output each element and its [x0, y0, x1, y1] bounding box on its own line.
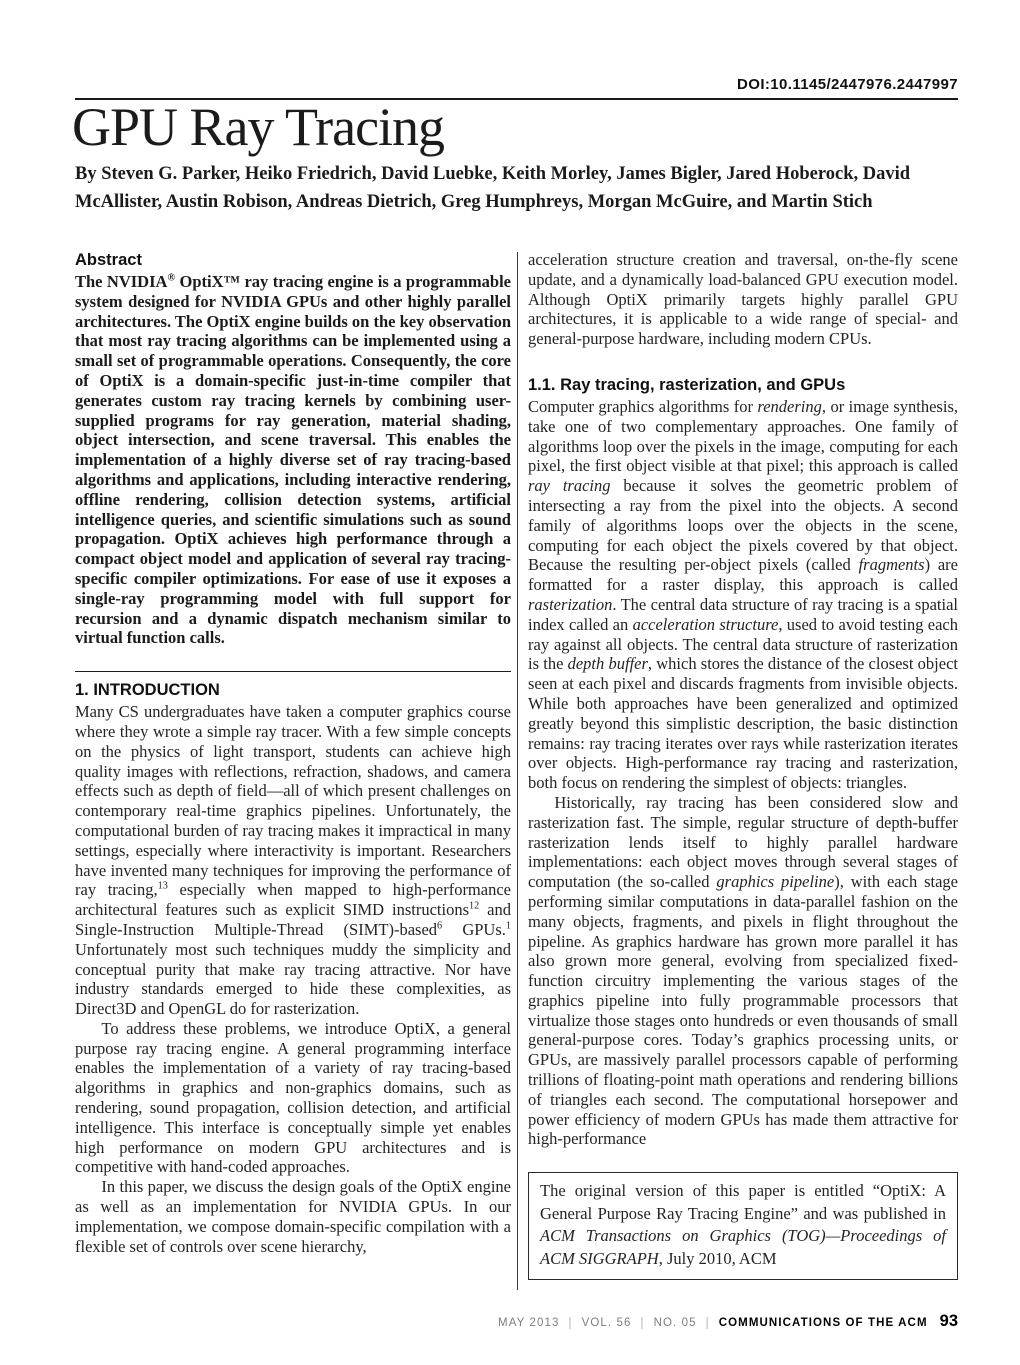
- section-1-1-heading: 1.1. Ray tracing, rasterization, and GPUs: [528, 375, 846, 394]
- column-divider: [517, 252, 518, 1290]
- footer-publication: COMMUNICATIONS OF THE ACM: [718, 1317, 928, 1329]
- intro-paragraph-1: Many CS undergraduates have taken a computer graphics course where they wrote a simple ray tracer. With a few simple concepts on the physics of light transport, students can achieve high quality images with reflections, refraction, shadows, and camera effects such as depth of field—all of which present challenges on contemporary real-time graphics pipelines. Unfortunately, the computational burden of ray tracing makes it impractical in many settings, especially where interactivity is important. Researchers have invented many techniques for improving the performance of ray tracing,$^{13}$ especially when mapped to high-performance architectural features such as explicit SIMD instructions$^{12}$ and Single-Instruction Multiple-Thread (SIMT)-based$^6$ GPUs.$^1$ Unfortunately most such techniques muddy the simplicity and conceptual purity that make ray tracing attractive. Nor have industry standards emerged to hide these complexities, as Direct3D and OpenGL do for rasterization.: [75, 702, 512, 1019]
- footer-separator: |: [568, 1316, 573, 1330]
- abstract-body: The NVIDIA® OptiX™ ray tracing engine is a programmable system designed for NVIDIA GPUs and other highly parallel architectures. The OptiX engine builds on the key observation that most ray tracing algorithms can be implemented using a small set of programmable operations. Consequently, the core of OptiX is a domain-specific just-in-time compiler that generates custom ray tracing kernels by combining user-supplied programs for ray generation, material shading, object intersection, and scene traversal. This enables the implementation of a highly diverse set of ray tracing-based algorithms and applications, including interactive rendering, offline rendering, collision detection systems, artificial intelligence queries, and scientific simulations such as sound propagation. OptiX achieves high performance through a compact object model and application of several ray tracing-specific compiler optimizations. For ease of use it exposes a single-ray programming model with full support for recursion and a dynamic dispatch mechanism similar to virtual function calls.: [75, 272, 512, 648]
- footer-volume: VOL. 56: [581, 1317, 632, 1329]
- footer-number: NO. 05: [653, 1317, 697, 1329]
- original-version-note-text: The original version of this paper is entitled “OptiX: A General Purpose Ray Tracing Engine” and was published in ACM Transactions on Graphics (TOG)—Proceedings of ACM SIGGRAPH, July 2010, ACM: [540, 1181, 946, 1268]
- right-column: [528, 250, 958, 1280]
- intro-paragraph-3: In this paper, we discuss the design goals of the OptiX engine as well as an implementation for NVIDIA GPUs. In our implementation, we compose domain-specific compilation with a flexible set of controls over scene hierarchy,: [75, 1177, 511, 1256]
- footer-separator: |: [640, 1316, 645, 1330]
- abstract-heading: Abstract: [75, 251, 142, 269]
- continuation-paragraph: acceleration structure creation and traversal, on-the-fly scene update, and a dynamically load-balanced GPU execution model. Although OptiX primarily targets highly parallel GPU architectures, it is applicable to a wide range of special- and general-purpose hardware, including modern CPUs.: [528, 250, 958, 349]
- paper-title: GPU Ray Tracing: [72, 97, 445, 157]
- section-1-1-paragraph-2: Historically, ray tracing has been considered slow and rasterization fast. The simple, regular structure of depth-buffer rasterization lends itself to highly parallel hardware implementations: each object moves through several stages of computation (the so-called graphics pipeline), with each stage performing similar computations in data-parallel fashion on the many objects, fragments, and pixels in flight throughout the pipeline. As graphics hardware has grown more parallel it has also grown more general, evolving from specialized fixed-function circuitry implementing the various stages of the graphics pipeline into fully programmable processors that virtualize those stages onto hundreds or even thousands of small general-purpose cores. Today’s graphics processing units, or GPUs, are massively parallel processors capable of performing trillions of floating-point math operations and rendering billions of triangles each second. The computational horsepower and power efficiency of modern GPUs has made them attractive for high-performance: [528, 792, 959, 1149]
- footer-separator: |: [705, 1316, 710, 1330]
- section-rule: [75, 671, 511, 672]
- original-version-note-box: [528, 1172, 958, 1280]
- footer-date: MAY 2013: [498, 1317, 560, 1329]
- intro-paragraph-2: To address these problems, we introduce OptiX, a general purpose ray tracing engine. A general programming interface enables the implementation of a variety of ray tracing-based algorithms in graphics and non-graphics domains, such as rendering, sound propagation, collision detection, and artificial intelligence. This interface is conceptually simple yet enables high performance on modern GPU architectures and is competitive with hand-coded approaches.: [75, 1018, 511, 1177]
- byline: By Steven G. Parker, Heiko Friedrich, David Luebke, Keith Morley, James Bigler, Jared Hoberock, David McAllister, Austin Robison, Andreas Dietrich, Greg Humphreys, Morgan McGuire, and Martin Stich: [75, 164, 911, 212]
- doi: DOI:10.1145/2447976.2447997: [737, 76, 958, 93]
- footer-page-number: 93: [939, 1312, 958, 1330]
- page-footer: [498, 1312, 958, 1331]
- left-column: [75, 250, 511, 1256]
- section-1-1-paragraph-1: Computer graphics algorithms for rendering, or image synthesis, take one of two complementary approaches. One family of algorithms loop over the pixels in the image, computing for each pixel, the first object visible at that pixel; this approach is called ray tracing because it solves the geometric problem of intersecting a ray from the pixel into the objects. A second family of algorithms loops over the objects in the scene, computing for each object the pixels covered by that object. Because the resulting per-object pixels (called fragments) are formatted for a raster display, this approach is called rasterization. The central data structure of ray tracing is a spatial index called an acceleration structure, used to avoid testing each ray against all objects. The central data structure of rasterization is the depth buffer, which stores the distance of the closest object seen at each pixel and discards fragments from invisible objects. While both approaches have been generalized and optimized greatly beyond this simplistic description, the basic distinction remains: ray tracing iterates over rays while rasterization iterates over objects. High-performance ray tracing and rasterization, both focus on rendering the simplest of objects: triangles.: [528, 396, 959, 793]
- introduction-heading: 1. INTRODUCTION: [75, 681, 220, 700]
